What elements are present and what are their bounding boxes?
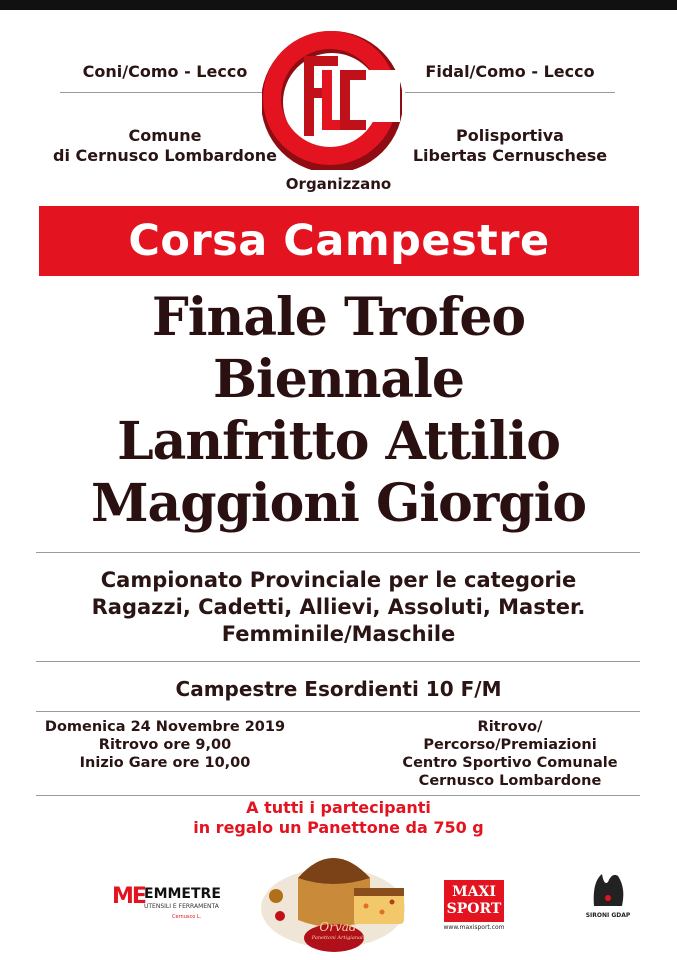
divider	[36, 552, 640, 553]
trofeo-line3: Lanfritto Attilio	[117, 411, 560, 472]
sironi-logo-mark	[588, 868, 628, 910]
event-details-right	[385, 718, 635, 790]
polisportiva-label	[395, 126, 625, 166]
campionato-line1: Campionato Provinciale per le categorie	[100, 568, 577, 592]
maxisport-line2: SPORT	[446, 901, 502, 917]
promo-line2: in regalo un Panettone da 750 g	[193, 818, 484, 837]
organizzano-label: Organizzano	[285, 175, 392, 193]
comune-line2: di Cernusco Lombardone	[52, 146, 278, 165]
emmetre-city: Cernusco L.	[172, 914, 202, 920]
flc-logo	[262, 30, 402, 170]
divider	[60, 92, 270, 93]
trofeo-line1: Finale Trofeo	[151, 287, 526, 348]
divider	[405, 92, 615, 93]
sironi-logo-text: SIRONI GDAP	[585, 912, 631, 919]
esordienti-label: Campestre Esordienti 10 F/M	[175, 677, 502, 701]
campionato-line3: Femminile/Maschile	[221, 622, 456, 646]
campionato-line2: Ragazzi, Cadetti, Allievi, Assoluti, Master.	[91, 595, 586, 619]
promo-line1: A tutti i partecipanti	[246, 798, 431, 817]
venue-line1: Ritrovo/	[477, 719, 543, 735]
event-date: Domenica 24 Novembre 2019	[44, 719, 286, 735]
emmetre-logo	[112, 882, 252, 932]
ritrovo-time: Ritrovo ore 9,00	[98, 737, 232, 753]
top-border	[0, 0, 677, 10]
trofeo-line2: Biennale	[213, 349, 464, 410]
venue-line4: Cernusco Lombardone	[418, 773, 602, 789]
title-banner	[39, 206, 639, 276]
orvad-logo-text: Orvad	[319, 920, 357, 934]
start-time: Inizio Gare ore 10,00	[79, 755, 251, 771]
coni-label: Coni/Como - Lecco	[82, 62, 248, 81]
emmetre-sub: UTENSILI E FERRAMENTA	[144, 903, 219, 910]
maxisport-line1: MAXI	[452, 884, 496, 900]
divider	[36, 795, 640, 796]
polisportiva-line1: Polisportiva	[456, 126, 564, 145]
banner-title: Corsa Campestre	[128, 216, 550, 266]
venue-line2: Percorso/Premiazioni	[423, 737, 597, 753]
divider	[36, 661, 640, 662]
comune-line1: Comune	[128, 126, 202, 145]
comune-label	[40, 126, 290, 166]
trofeo-line4: Maggioni Giorgio	[90, 473, 587, 534]
orvad-logo-sub: Panettoni Artigianali	[311, 935, 365, 941]
emmetre-name: EMMETRE	[144, 886, 221, 902]
maxisport-url: www.maxisport.com	[443, 924, 505, 931]
event-details-left	[30, 718, 300, 772]
fidal-label: Fidal/Como - Lecco	[425, 62, 595, 81]
venue-line3: Centro Sportivo Comunale	[402, 755, 618, 771]
divider	[36, 711, 640, 712]
emmetre-mark: ME	[112, 884, 145, 909]
polisportiva-line2: Libertas Cernuschese	[412, 146, 608, 165]
maxisport-logo	[444, 880, 504, 922]
